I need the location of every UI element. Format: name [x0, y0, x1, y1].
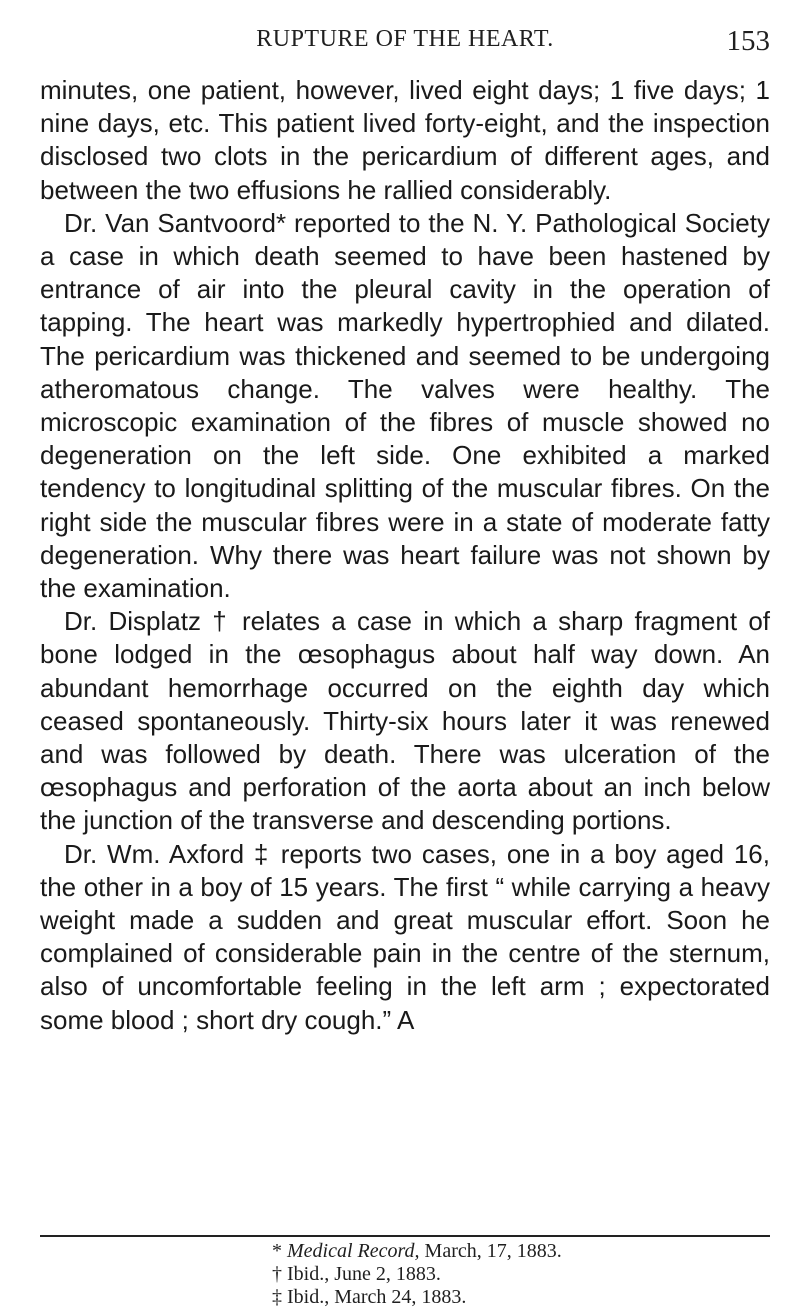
footnote-divider: [40, 1235, 770, 1237]
paragraph-axford: Dr. Wm. Axford ‡ reports two cases, one in a boy aged 16, the other in a boy of 15 years. The first “ while carrying a heavy weight made a sudden and great muscular effort. Soon he complained of considerable pain in the centre of the sternum, also of uncomfortable feeling in the left arm ; expectorated some blood ; short dry cough.” A: [40, 838, 770, 1035]
footnote-3: [272, 1286, 562, 1309]
footnote-text: March, 17, 1883.: [419, 1240, 562, 1262]
footnote-source: Medical Record,: [287, 1240, 420, 1262]
footnote-mark: ‡: [272, 1286, 287, 1308]
footnote-text: Ibid., March 24, 1883.: [287, 1286, 467, 1308]
footnote-mark: †: [272, 1263, 287, 1285]
page-header: [40, 22, 770, 56]
paragraph-van-santvoord: Dr. Van Santvoord* reported to the N. Y. Pathological Society a case in which death seemed to have been hastened by entrance of air into the pleural cavity in the operation of tapping. The heart was markedly hypertrophied and dilated. The pericardium was thickened and seemed to be undergoing atheromatous change. The valves were healthy. The microscopic examination of the fibres of muscle showed no degeneration on the left side. One exhibited a marked tendency to longitudinal splitting of the muscular fibres. On the right side the muscular fibres were in a state of moderate fatty degeneration. Why there was heart failure was not shown by the examination.: [40, 207, 770, 604]
running-title: RUPTURE OF THE HEART.: [256, 26, 554, 52]
paragraph-displatz: Dr. Displatz † relates a case in which a sharp fragment of bone lodged in the œsophagus about half way down. An abundant hemorrhage occurred on the eighth day which ceased spontaneously. Thirty-six hours later it was renewed and was followed by death. There was ulceration of the œsophagus and perforation of the aorta about an inch below the junction of the transverse and descending portions.: [40, 606, 770, 836]
page-number: 153: [726, 25, 770, 57]
footnote-text: Ibid., June 2, 1883.: [287, 1263, 441, 1285]
footnote-1: [272, 1240, 562, 1263]
body-text: [40, 74, 770, 1037]
footnote-mark: *: [272, 1240, 287, 1262]
footnotes: [272, 1240, 562, 1309]
footnote-2: [272, 1263, 562, 1286]
paragraph-continuation: minutes, one patient, however, lived eight days; 1 five days; 1 nine days, etc. This patient lived forty-eight, and the inspection disclosed two clots in the pericardium of different ages, and between the two effusions he rallied considerably.: [40, 75, 770, 205]
